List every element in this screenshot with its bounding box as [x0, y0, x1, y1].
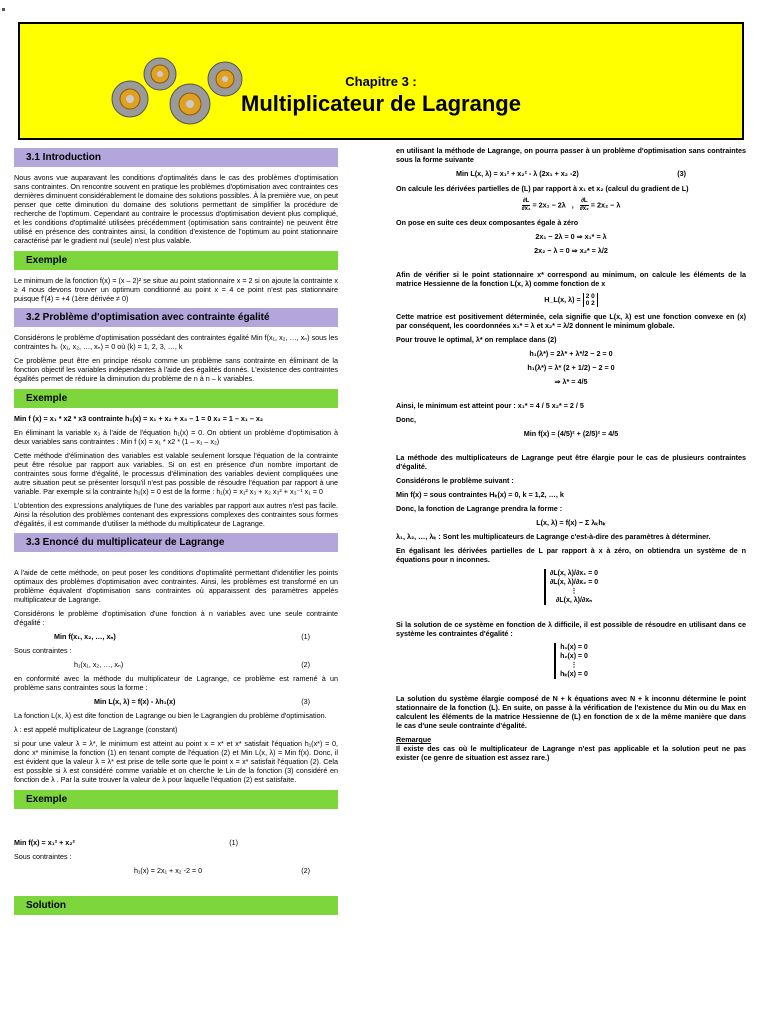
paragraph: L'obtention des expressions analytiques de l'une des variables par rapport aux autres n'est pas facile. Ainsi la résolution des problèmes contenant des expressions complexes des contraintes sous formes d'égalités, il est commande d'utiliser la méthode du multiplicateur de Lagrange. — [14, 501, 338, 528]
example-heading: Exemple — [14, 790, 338, 809]
paragraph: Donc, la fonction de Lagrange prendra la forme : — [396, 504, 563, 513]
remark-heading: Remarque — [396, 735, 432, 744]
equation-row: Min L(x, λ) = f(x) - λh₁(x) (3) — [94, 697, 310, 706]
paragraph: Donc, — [396, 415, 416, 424]
paragraph: La fonction L(x, λ) est dite fonction de Lagrange ou bien le Lagrangien du problème d'optimisation. — [14, 711, 327, 720]
solution-heading: Solution — [14, 896, 338, 915]
chapter-banner — [18, 22, 744, 140]
left-column — [14, 148, 338, 921]
paragraph: λ : est appelé multiplicateur de Lagrange (constant) — [14, 725, 178, 734]
equation-row: h₁(x) = 2x₁ + x₂ -2 = 0 (2) — [134, 866, 310, 875]
chapter-number: Chapitre 3 : — [345, 74, 417, 89]
paragraph: Cette méthode d'élimination des variables est valable seulement lorsque l'équation de la contrainte peut être résolue par rapport aux variables. Si on est en présence d'un nombre important de contraintes sous forme d'égalité, le processus d'élimination des variables devient compliquées une autre situation peut se présenter lorsqu'il n'est pas possible de résoudre l'équation par rapport à une variable. Par exemple si la contrainte h₁(x) = 0 est de la forme : h₁(x) = x₁² x₃ + x₂ x₃² + x₃⁻¹ x₁ = 0 — [14, 451, 338, 496]
paragraph: La méthode des multiplicateurs de Lagrange peut être élargie pour le cas de plusieurs contraintes d'égalité. — [396, 453, 746, 471]
equation-row: Min f(x) = x₁² + x₂² (1) — [14, 838, 238, 847]
equation: Min f (x) = x₁ * x2 * x3 contrainte h₁(x) = x₁ + x₂ + x₃ – 1 = 0 x₃ = 1 – x₁ – x₂ — [14, 414, 264, 423]
gradient-equations: $\frac{\partial L}{\text{∂x₁}}$ = 2x₁ − 2λ , $\frac{\partial L}{\text{∂x₂}}$ = 2x₂ − λ — [521, 198, 621, 212]
paragraph: si pour une valeur λ = λ*, le minimum est atteint au point x = x* et x* satisfait l'équation h₁(x*) = 0, donc x* minimise la fonction (1) en tenant compte de l'équation (2) et Min L(x, λ) = Min f(x). Donc, il est évident que la valeur λ = λ* est prise de telle sorte que le point x = x* satisfait l'équation (2). Cela est possible si λ est considéré comme variable et on cherche le Lin de la fonction (3) considéré en fonction de λ . Par la suite trouver la valeur de λ pour laquelle l'équation (2) est satisfaite. — [14, 739, 338, 784]
paragraph: Min f(x) = sous contraintes Hₖ(x) = 0, k = 1,2, …, k — [396, 490, 564, 499]
corner-mark — [2, 8, 5, 11]
paragraph: A l'aide de cette méthode, on peut poser les conditions d'optimalité permettant d'identifier les points optimaux des problèmes d'optimisation avec contraintes. Ainsi, les problèmes est transformé en un problème équivalent d'optimisation sans contraintes où apparaissent des paramètres appelés multiplicateur de Lagrange. — [14, 568, 338, 604]
paragraph: Sous contraintes : — [14, 646, 72, 655]
chapter-title: Multiplicateur de Lagrange — [241, 91, 521, 116]
paragraph: λ₁, λ₂, …, λₖ : Sont les multiplicateurs de Lagrange c'est-à-dire des paramètres à déterminer. — [396, 532, 711, 541]
equation: 2x₁ − 2λ = 0 ⇒ x₁* = λ — [535, 232, 607, 241]
paragraph: Pour trouve le optimal, λ* on remplace dans (2) — [396, 335, 557, 344]
equation-row: h₁(x₁, x₂, …, xₙ) (2) — [74, 660, 310, 669]
paragraph: Nous avons vue auparavant les conditions d'optimalités dans le cas des problèmes d'optimisation sans contraintes. On rencontre souvent en pratique les problèmes d'optimisation avec contraintes ces dernières diminuent considérablement le domaine des solutions possibles. À la première vue, on peut penser que cette diminution du domaine des solutions permettant de simplifier la procédure de recherche de l'optimum. Cependant au contraire le processus d'optimisation devient plus compliqué, et les conditions d'optimalité utilisées précédemment (optimisation sans contrainte) ne peuvent être utilisé en présence des contraintes ainsi, la condition d'existence de l'optimum au point stationnaire caractérisé par le gradient nul (seule) n'est plus valable. — [14, 173, 338, 245]
paragraph: Ce problème peut être en principe résolu comme un problème sans contrainte en éliminant de la fonction objectif les variables indépendantes à l'aide des égalités donnés. L'existence des contraintes égalités permet de réduire la diminution du problème de n à n – k variables. — [14, 356, 338, 383]
paragraph: Considérons le problème d'optimisation possédant des contraintes égalité Min f(x₁, x₂, …, xₙ) sous les contraintes hₖ (x₁, x₂, …, xₙ) = 0 où (k) = 1, 2, 3, …, k — [14, 333, 338, 351]
equation: h₁(λ*) = λ* (2 + 1/2) − 2 = 0 — [527, 363, 615, 372]
equation: ⇒ λ* = 4/5 — [554, 377, 588, 386]
example-heading: Exemple — [14, 251, 338, 270]
paragraph: Ainsi, le minimum est atteint pour : x₁* = 4 / 5 x₂* = 2 / 5 — [396, 401, 584, 410]
paragraph: Cette matrice est positivement déterminée, cela signifie que L(x, λ) est une fonction convexe en (x) par conséquent, les coordonnées x₁* = λ et x₂* = λ/2 donnent le minimum globale. — [396, 312, 746, 330]
hessian-matrix: H_L(x, λ) = 2 0 0 2 — [396, 293, 746, 307]
paragraph: Afin de vérifier si le point stationnaire x* correspond au minimum, on calcule les éléments de la matrice Hessienne de la fonction L(x, λ) comme fonction de x — [396, 270, 746, 288]
example-heading: Exemple — [14, 389, 338, 408]
equation: 2x₂ − λ = 0 ⇒ x₂* = λ/2 — [534, 246, 608, 255]
paragraph: En égalisant les dérivées partielles de L par rapport à x à zéro, on obtiendra un système de n équations pour n inconnes. — [396, 546, 746, 564]
paragraph: Sous contraintes : — [14, 852, 72, 861]
equation: L(x, λ) = f(x) − Σ λₖhₖ — [536, 518, 606, 527]
paragraph: en utilisant la méthode de Lagrange, on pourra passer à un problème d'optimisation sans contraintes sous la forme suivante — [396, 146, 746, 164]
paragraph: On pose en suite ces deux composantes égale à zéro — [396, 218, 579, 227]
paragraph: Le minimum de la fonction f(x) = (x – 2)² se situe au point stationnaire x = 2 si on ajoute la contrainte x ≥ 4 nous devons trouver un optimum conditionné au point x = 4 ce point n'est pas stationnaire puisque f'(4) = +4 (1ère dérivée ≠ 0) — [14, 276, 339, 303]
equation: Min f(x) = (4/5)² + (2/5)² = 4/5 — [523, 429, 619, 438]
paragraph: On calcule les dérivées partielles de (L) par rapport à x₁ et x₂ (calcul du gradient de L) — [396, 184, 689, 193]
paragraph: La solution du système élargie composé de N + k équations avec N + k inconnu détermine le point stationnaire de la fonction (L). En suite, on passe à la vérification de l'existence du Min ou du Max en calculent les éléments de la matrice Hessienne de (L) en fonction de x de la même manière que dans le cas d'une seule contrainte d'égalité. — [396, 694, 746, 730]
paragraph: Considérons le problème d'optimisation d'une fonction à n variables avec une seule contrainte d'égalité : — [14, 609, 338, 627]
paragraph: Il existe des cas où le multiplicateur de Lagrange n'est pas applicable et la solution peut ne pas exister (ce genre de situation est assez rare.) — [396, 744, 746, 762]
equation-system: ∂L(x, λ)/∂x₁ = 0 ∂L(x, λ)/∂x₂ = 0 ⋮ ∂L(x, λ)/∂xₙ — [396, 569, 746, 605]
equation-row: Min L(x, λ) = x₁² + x₂² - λ (2x₁ + x₂ -2) (3) — [456, 169, 686, 178]
paragraph: en conformité avec la méthode du multiplicateur de Lagrange, ce problème est ramené à un problème sans contraintes sous la forme : — [14, 674, 338, 692]
section-heading-3-1: 3.1 Introduction — [14, 148, 338, 167]
constraint-system: h₁(x) = 0 h₂(x) = 0 ⋮ hₖ(x) = 0 — [396, 643, 746, 679]
paragraph: Considérons le problème suivant : — [396, 476, 514, 485]
equation-row: Min f(x₁, x₂, …, xₙ) (1) — [54, 632, 310, 641]
paragraph: Si la solution de ce système en fonction de λ difficile, il est possible de résoudre en utilisant dans ce système les contraintes d'égalité : — [396, 620, 746, 638]
section-heading-3-2: 3.2 Problème d'optimisation avec contrainte égalité — [14, 308, 338, 327]
paragraph: En éliminant la variable x₃ à l'aide de l'équation h₁(x) = 0. On obtient un problème d'optimisation à deux variables sans contraintes : Min f (x) = x₁ * x2 * (1 – x₁ – x₂) — [14, 428, 338, 446]
equation: h₁(λ*) = 2λ* + λ*/2 − 2 = 0 — [529, 349, 613, 358]
right-column — [396, 146, 746, 767]
section-heading-3-3: 3.3 Enoncé du multiplicateur de Lagrange — [14, 533, 338, 552]
